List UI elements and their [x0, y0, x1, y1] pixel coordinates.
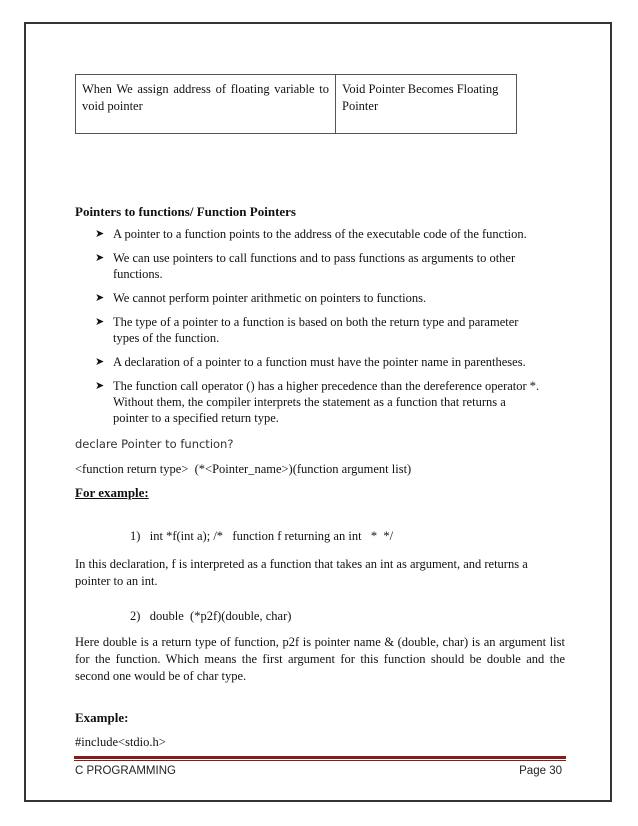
declare-heading: declare Pointer to function?: [75, 437, 234, 451]
table-cell-left: When We assign address of floating variable to void pointer: [76, 75, 336, 134]
example-1-description: In this declaration, f is interpreted as a function that takes an int as argument, and returns a pointer to an int.: [75, 557, 528, 588]
arrow-bullet-icon: ➤: [95, 356, 105, 368]
example-2-code: 2) double (*p2f)(double, char): [130, 609, 292, 623]
section-title: Pointers to functions/ Function Pointers: [75, 204, 296, 219]
list-item-text: We cannot perform pointer arithmetic on pointers to functions.: [113, 291, 427, 305]
arrow-bullet-icon: ➤: [95, 228, 105, 240]
list-item-text: We can use pointers to call functions and to pass functions as arguments to other functions.: [113, 251, 516, 281]
table-cell-right: Void Pointer Becomes Floating Pointer: [336, 75, 517, 134]
arrow-bullet-icon: ➤: [95, 292, 105, 304]
list-item-text: The type of a pointer to a function is based on both the return type and parameter types of the function.: [113, 315, 519, 345]
include-line: #include<stdio.h>: [75, 735, 166, 749]
list-item-text: A pointer to a function points to the address of the executable code of the function.: [113, 227, 527, 241]
footer-title: C PROGRAMMING: [75, 765, 176, 777]
list-item: [95, 354, 541, 370]
example-1-code: 1) int *f(int a); /* function f returning an int * */: [130, 529, 394, 543]
example-2-description: Here double is a return type of function, p2f is pointer name & (double, char) is an argument list for the function. Which means the first argument for this function should be double and the second one would be of char type.: [75, 635, 565, 683]
page-number: Page 30: [519, 765, 562, 777]
syntax-line: <function return type> (*<Pointer_name>)(function argument list): [75, 462, 412, 476]
for-example-heading: For example:: [75, 485, 149, 500]
arrow-bullet-icon: ➤: [95, 252, 105, 264]
arrow-bullet-icon: ➤: [95, 380, 105, 392]
comparison-table: [75, 74, 517, 134]
bullet-list: [95, 226, 541, 434]
footer-rule-thick: [74, 756, 566, 759]
list-item: [95, 290, 541, 306]
list-item: [95, 226, 541, 242]
list-item: [95, 314, 541, 346]
footer-rule-thin: [74, 760, 566, 761]
example-heading: Example:: [75, 710, 129, 725]
list-item: [95, 250, 541, 282]
arrow-bullet-icon: ➤: [95, 316, 105, 328]
table-row: [76, 75, 517, 134]
list-item: [95, 378, 541, 426]
list-item-text: A declaration of a pointer to a function must have the pointer name in parentheses.: [113, 355, 526, 369]
list-item-text: The function call operator () has a higher precedence than the dereference operator *. Without them, the compiler interprets the statement as a function that returns a pointer to a specified return type.: [113, 379, 540, 425]
